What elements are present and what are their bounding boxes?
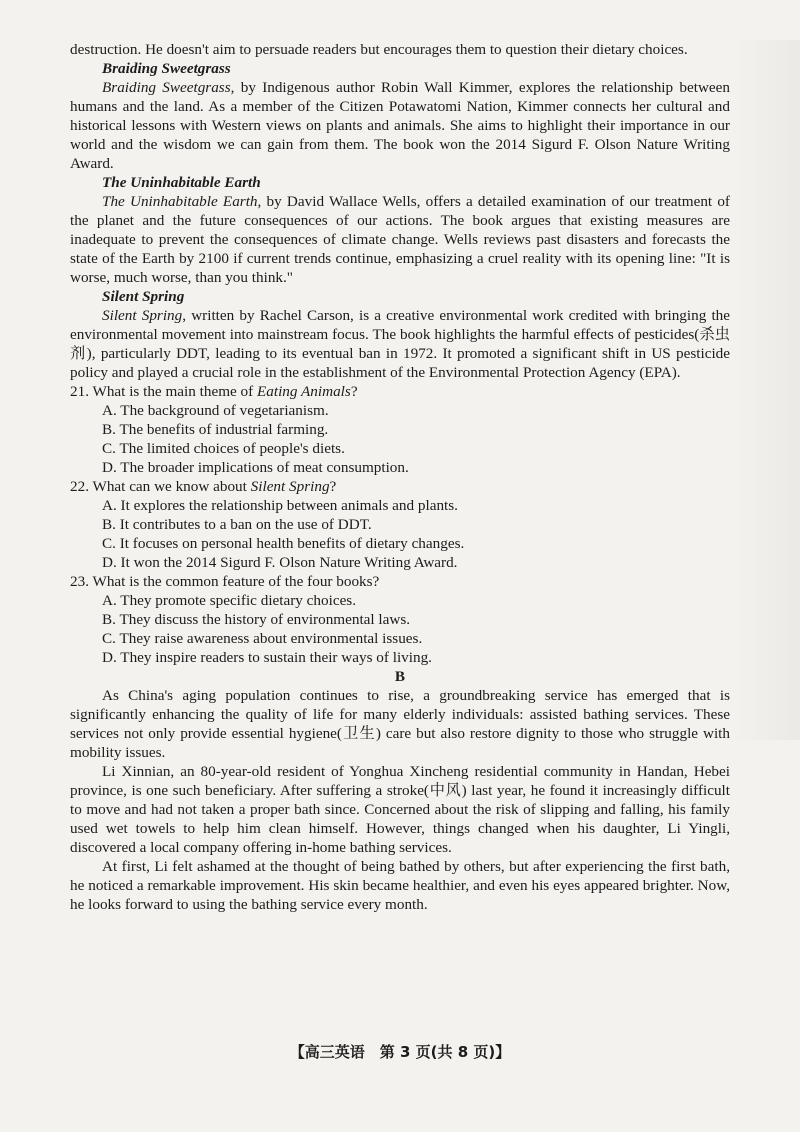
- book-paragraph-uninhabitable-earth: The Uninhabitable Earth, by David Wallace Wells, offers a detailed examination of our treatment of the planet and the future consequences of our actions. The book argues that existing measures are inadequate to prevent the consequences of climate change. Wells reviews past disasters and forecasts the state of the Earth by 2100 if current trends continue, emphasizing a cruel reality with its opening line: "It is worse, much worse, than you think.": [70, 193, 730, 286]
- question-22-option-d[interactable]: D. It won the 2014 Sigurd F. Olson Nature Writing Award.: [102, 554, 458, 571]
- question-21: 21. What is the main theme of Eating Animals?: [70, 383, 358, 400]
- question-22-option-b[interactable]: B. It contributes to a ban on the use of DDT.: [102, 516, 372, 533]
- book-heading-silent-spring: Silent Spring: [102, 288, 185, 305]
- question-22-option-a[interactable]: A. It explores the relationship between animals and plants.: [102, 497, 458, 514]
- page-footer: 【高三英语 第 3 页(共 8 页)】: [289, 1043, 511, 1061]
- question-22-option-c[interactable]: C. It focuses on personal health benefits of dietary changes.: [102, 535, 465, 552]
- question-23-option-c[interactable]: C. They raise awareness about environmental issues.: [102, 630, 423, 647]
- section-b-paragraph-3: At first, Li felt ashamed at the thought of being bathed by others, but after experiencing the first bath, he noticed a remarkable improvement. His skin became healthier, and even his eyes appeared brighter. Now, he looks forward to using the bathing service every month.: [70, 858, 730, 913]
- question-21-option-c[interactable]: C. The limited choices of people's diets.: [102, 440, 345, 457]
- question-23-option-a[interactable]: A. They promote specific dietary choices.: [102, 592, 357, 609]
- section-b-paragraph-1: As China's aging population continues to rise, a groundbreaking service has emerged that is significantly enhancing the quality of life for many elderly individuals: assisted bathing services. These services not only provide essential hygiene(卫生) care but also restore dignity to those who struggle with mobility issues.: [70, 687, 730, 761]
- question-23-option-b[interactable]: B. They discuss the history of environmental laws.: [102, 611, 411, 628]
- book-heading-braiding-sweetgrass: Braiding Sweetgrass: [102, 60, 231, 77]
- book-heading-uninhabitable-earth: The Uninhabitable Earth: [102, 174, 261, 191]
- question-21-option-d[interactable]: D. The broader implications of meat consumption.: [102, 459, 409, 476]
- intro-tail: destruction. He doesn't aim to persuade readers but encourages them to question their dietary choices.: [70, 41, 688, 58]
- section-b-label: B: [394, 668, 406, 685]
- question-22: 22. What can we know about Silent Spring?: [70, 478, 337, 495]
- section-b-paragraph-2: Li Xinnian, an 80-year-old resident of Yonghua Xincheng residential community in Handan, Hebei province, is one such beneficiary. After suffering a stroke(中风) last year, he found it increasingly difficult to move and had not taken a proper bath since. Concerned about the risk of slipping and falling, his family used wet towels to help him clean himself. However, things changed when his daughter, Li Yingli, discovered a local company offering in-home bathing services.: [70, 763, 730, 856]
- question-21-option-b[interactable]: B. The benefits of industrial farming.: [102, 421, 329, 438]
- book-paragraph-braiding-sweetgrass: Braiding Sweetgrass, by Indigenous author Robin Wall Kimmer, explores the relationship between humans and the land. As a member of the Citizen Potawatomi Nation, Kimmer connects her cultural and historical lessons with Western views on plants and animals. She aims to highlight their importance in our world and the wisdom we can gain from them. The book won the 2014 Sigurd F. Olson Nature Writing Award.: [70, 79, 730, 172]
- book-paragraph-silent-spring: Silent Spring, written by Rachel Carson, is a creative environmental work credited with bringing the environmental movement into mainstream focus. The book highlights the harmful effects of pesticides(杀虫剂), particularly DDT, leading to its eventual ban in 1972. It promoted a significant shift in US pesticide policy and played a crucial role in the establishment of the Environmental Protection Agency (EPA).: [70, 307, 731, 381]
- question-23: 23. What is the common feature of the four books?: [70, 573, 380, 590]
- question-21-option-a[interactable]: A. The background of vegetarianism.: [102, 402, 329, 419]
- question-23-option-d[interactable]: D. They inspire readers to sustain their ways of living.: [102, 649, 432, 666]
- page-shadow: [730, 40, 800, 740]
- exam-page: [70, 40, 730, 914]
